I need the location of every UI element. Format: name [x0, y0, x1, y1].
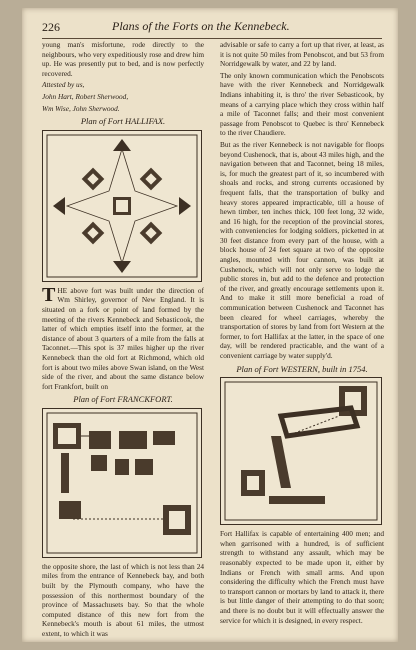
- fort-franckfort-drawing: [43, 409, 201, 557]
- fort-franckfort-plan: [42, 408, 202, 558]
- fort-franckfort-caption: Plan of Fort FRANCKFORT.: [73, 394, 173, 405]
- right-paragraph-2: The only known communication which the Penobscots have with the river Kennebeck and Norridgewalk Indians inhabiting it, is thro' the river Sebasticook, by means of a carrying place which they cross within half a mile of Taconnet falls; and their most convenient passage from Penobscot to Quebec is thro' Kennebeck to the river Chaudiere.: [220, 70, 384, 138]
- right-paragraph-3: But as the river Kennebeck is not navigable for floops beyond Cushenock, that is, about 43 miles high, and the navigation between that and Taconnet, being 18 miles, is, for much the greatest part of it, so incumbered with shoals and rocks, and strong currents occasioned by frequent falls, that the transportation of bulky and heavy stores appeared impracticable, till a house of hewn timber, ten inches thick, 100 feet long, 32 wide, and 16 high, for the reception of the provincial stores, with conveniencies for lodging soldiers, picketted in at 30 feet distance from every part of the house, with a block house of 24 feet square at two of the opposite angles, mounted with four cannon, was built at Cushenock, which will not only serve to lodge the public stores in, but add to the defence and protection of the river, and greatly encourage settlements upon it. And to make it still more beneficial a road of communication between Cushenock and Taconnet has been cleared for wheel carriages, whereby the transportation of stores by land from fort Western at the former, to fort Hallifax at the latter, in the space of one day, will be rendered practicable, and the want of a convenient carriage by water supply'd.: [220, 139, 384, 360]
- drop-cap: T: [42, 283, 56, 306]
- fort-western-caption: Plan of Fort WESTERN, built in 1754.: [236, 363, 368, 374]
- franckfort-paragraph: the opposite shore, the last of which is not less than 24 miles from the entrance of Kennebeck bay, and both built by the Plymouth company, who have the possession of this northermost boundary of the province of Massachusets bay. So that the whole computed distance of this new fort from the Kennebeck's mouth is about 61 miles, the utmost extent, to which it was: [42, 561, 204, 639]
- attestation: Attested by us,: [42, 80, 85, 90]
- running-title: Plans of the Forts on the Kennebeck.: [112, 19, 290, 33]
- page-header: [42, 18, 382, 39]
- fort-hallifax-description: THE above fort was built under the direction of Wm Shirley, governor of New England. It is situated on a fork or point of land formed by the meeting of the rivers Kennebeck and Sebasticook, the latter of which empties itself into the former, at the distance of about 3 quarters of a mile from the falls at Taconnet.—This spot is 37 miles higher up the river Kennebeck than the old fort at Richmond, which old fort is about two miles above Swan island, on the West side of the river, and about the same distance below fort Frankfort, built on: [42, 283, 204, 391]
- page-number: 226: [42, 20, 60, 34]
- signatories-line-1: John Hart, Robert Sherwood,: [42, 91, 129, 101]
- fort-western-plan: [220, 377, 382, 525]
- fort-hallifax-plan: [42, 130, 202, 282]
- fort-western-drawing: [221, 378, 381, 524]
- right-column: [220, 40, 384, 627]
- book-page: [22, 8, 398, 642]
- left-column: [42, 40, 204, 641]
- signatories-line-2: Wm Wise, John Sherwood.: [42, 103, 120, 113]
- right-paragraph-4: Fort Hallifax is capable of entertaining 400 men; and when garrisoned with a hundred, is of sufficient strength to withstand any assault, which may be reasonably expected to be made upon it, either by Indians or French with small arms. And upon considering the difficulty which the French must have to transport cannon or mortars by land to attack it, there is but little danger of their attempting to do that soon; and there is no doubt but it will effectually answer the service for which it is designed, in every respect.: [220, 529, 384, 625]
- fort-hallifax-drawing: [43, 131, 201, 281]
- opening-paragraph: young man's misfortune, rode directly to the neighbours, who very expeditiously rose and drew him up. He was presently put to bed, and is now perfectly recovered.: [42, 40, 204, 78]
- right-paragraph-1: advisable or safe to carry a fort up that river, at least, as it is not quite 50 miles from Penobscot, and but 53 from Norridgewalk by water, and 22 by land.: [220, 40, 384, 69]
- fort-hallifax-caption: Plan of Fort HALLIFAX.: [80, 116, 166, 127]
